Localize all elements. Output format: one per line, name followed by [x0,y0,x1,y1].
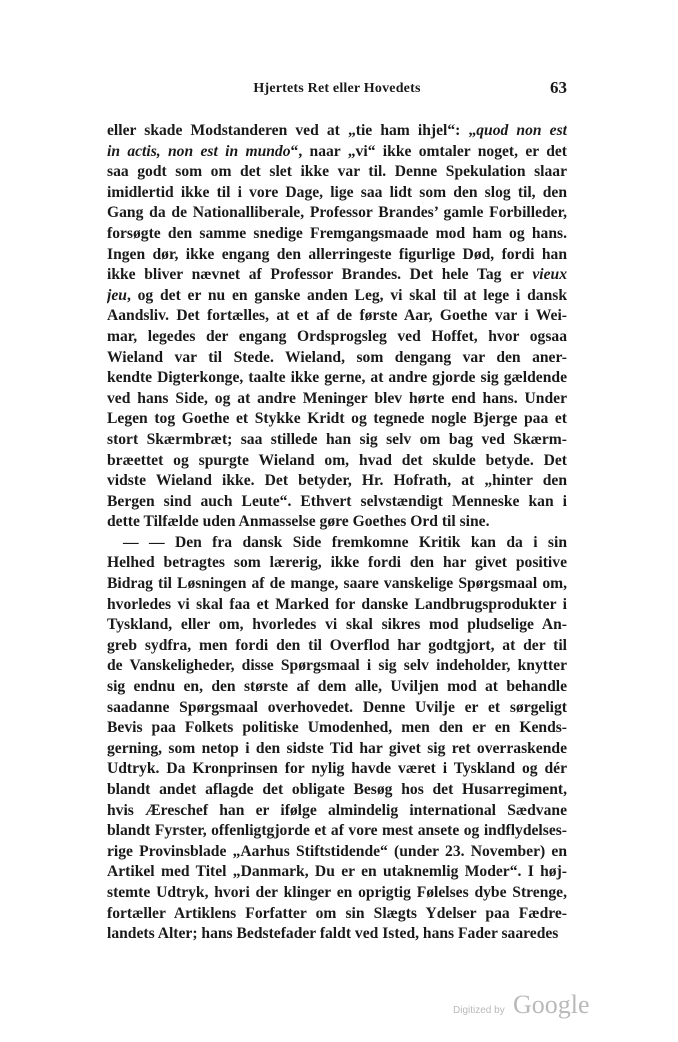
text-segment: ikke bliver nævnet af Professor Brandes. Det hele Tag er [107,266,533,284]
text-segment: landets Alter; hans Bedstefader faldt ved Isted, hans Fader saaredes [107,925,559,943]
text-segment: Ingen dør, ikke engang den allerringeste figurlige Død, fordi han [107,245,567,263]
text-segment: bræettet og spurgte Wieland om, hvad det skulde betyde. Det [107,451,567,469]
text-line [107,286,567,307]
text-segment: gerning, som netop i den sidste Tid har givet sig ret overraskende [107,739,567,757]
text-line [107,512,567,533]
text-segment: , og det er nu en ganske anden Leg, vi skal til at lege i dansk [126,286,567,304]
text-segment: stort Skærmbræt; saa stillede han sig selv om bag ved Skærm- [107,430,567,448]
text-line [107,162,567,183]
text-segment: Aandsliv. Det fortælles, at et af de første Aar, Goethe var i Wei- [107,307,567,325]
text-segment: saadanne Spørgsmaal overhovedet. Denne Uvilje er et sørgeligt [107,698,567,716]
text-segment: Artikel med Titel „Danmark, Du er en utaknemlig Moder“. I høj- [107,863,567,881]
text-segment: hvorledes vi skal faa et Marked for danske Landbrugsprodukter i [107,595,567,613]
text-line [107,636,567,657]
page-number: 63 [550,78,567,97]
text-line [107,904,567,925]
running-head [107,78,567,100]
text-line [107,224,567,245]
text-segment: hvis Æreschef han er ifølge almindelig international Sædvane [107,801,567,819]
text-segment: — — Den fra dansk Side fremkomne Kritik kan da i sin [123,533,567,551]
text-segment: Wieland var til Stede. Wieland, som dengang var den aner- [107,348,567,366]
text-line [107,718,567,739]
text-line [107,451,567,472]
text-line [107,409,567,430]
text-line [107,183,567,204]
italic-segment: jeu [107,286,127,304]
text-line [107,327,567,348]
text-line [107,677,567,698]
italic-segment: vieux [532,266,567,284]
text-segment: Bevis paa Folkets politiske Umodenhed, men den er en Kends- [107,719,567,737]
body-text [107,121,567,945]
watermark-small-text: Digitized by [453,1005,505,1016]
text-segment: stemte Udtryk, hvori der klinger en oprigtig Følelses dybe Strenge, [107,883,567,901]
text-line [107,142,567,163]
running-head-title: Hjertets Ret eller Hovedets [253,81,421,96]
text-segment: ved hans Side, og at andre Meninger blev hørte end hans. Under [107,389,567,407]
text-line [107,801,567,822]
text-line [107,595,567,616]
digitization-watermark [453,990,603,1026]
text-segment: kendte Digterkonge, taalte ikke gerne, at andre gjorde sig gældende [107,369,567,387]
text-segment: Helhed betragtes som lærerig, ikke fordi den har givet positive [107,554,567,572]
google-logo: Google [513,990,590,1019]
text-line [107,389,567,410]
text-segment: Gang da de Nationalliberale, Professor Brandes’ gamle Forbilleder, [107,204,567,222]
text-line [107,924,567,945]
text-line [107,780,567,801]
text-segment: Bidrag til Løsningen af de mange, saare vanskelige Spørgsmaal om, [107,575,567,593]
text-line [107,265,567,286]
text-segment: Bergen sind auch Leute“. Ethvert selvstændigt Menneske kan i [107,492,567,510]
text-segment: forsøgte den samme snedige Fremgangsmaade mod ham og hans. [107,224,567,242]
text-line [107,615,567,636]
text-line [107,553,567,574]
text-line [107,883,567,904]
text-line [107,574,567,595]
text-line [107,533,567,554]
text-line [107,245,567,266]
text-segment: imidlertid ikke til i vore Dage, lige saa lidt som den slog til, den [107,183,567,201]
text-line [107,368,567,389]
text-segment: dette Tilfælde uden Anmasselse gøre Goethes Ord til sine. [107,513,490,531]
text-line [107,348,567,369]
text-segment: sig endnu en, den største af dem alle, Uviljen mod at behandle [107,678,567,696]
text-segment: Tyskland, eller om, hvorledes vi skal sikres mod pludselige An- [107,616,567,634]
text-segment: Legen tog Goethe et Stykke Kridt og tegnede nogle Bjerge paa et [107,410,567,428]
text-line [107,739,567,760]
text-line [107,821,567,842]
text-segment: Udtryk. Da Kronprinsen for nylig havde været i Tyskland og dér [107,760,567,778]
text-segment: mar, legedes der engang Ordsprogsleg ved Hoffet, hvor ogsaa [107,327,567,345]
italic-segment: quod non est [476,122,567,139]
text-line [107,203,567,224]
text-segment: fortæller Artiklens Forfatter om sin Slægts Ydelser paa Fædre- [107,904,567,922]
text-line [107,698,567,719]
text-line [107,121,567,142]
text-segment: blandt Fyrster, offenligtgjorde et af vore mest ansete og indflydelses- [107,822,567,840]
text-segment: blandt andet aflagde det obligate Besøg hos det Husarregiment, [107,781,567,798]
text-segment: “, naar „vi“ ikke omtaler noget, er det [290,142,567,160]
text-line [107,759,567,780]
text-line [107,862,567,883]
text-line [107,842,567,863]
text-line [107,306,567,327]
text-line [107,430,567,451]
text-line [107,656,567,677]
text-segment: saa godt som om det slet ikke var til. Denne Spekulation slaar [107,163,567,181]
text-segment: de Vanskeligheder, disse Spørgsmaal i sig selv indeholder, knytter [107,657,567,675]
italic-segment: in actis, non est in mundo [107,142,291,160]
text-line [107,492,567,513]
text-segment: greb sydfra, men fordi den til Overflod har godtgjort, at der til [107,636,567,654]
text-segment: eller skade Modstanderen ved at „tie ham ihjel“: „ [107,122,477,139]
text-segment: rige Provinsblade „Aarhus Stiftstidende“ (under 23. November) en [107,842,567,860]
text-segment: vidste Wieland ikke. Det betyder, Hr. Hofrath, at „hinter den [107,472,567,490]
text-line [107,471,567,492]
